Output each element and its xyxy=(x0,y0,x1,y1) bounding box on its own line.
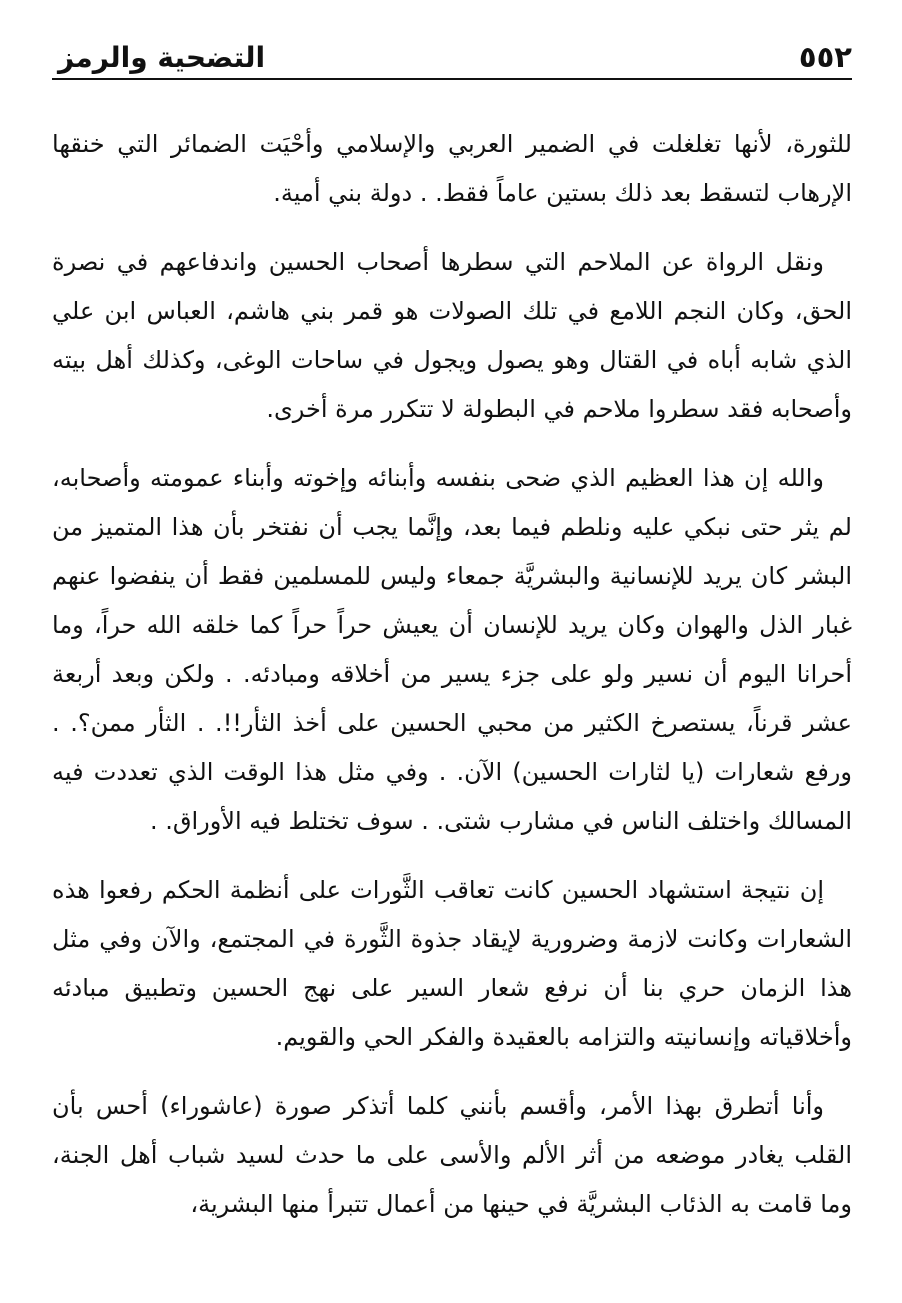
paragraph-2: ونقل الرواة عن الملاحم التي سطرها أصحاب الحسين واندفاعهم في نصرة الحق، وكان النجم اللامع في تلك الصولات هو قمر بني هاشم، العباس ابن علي الذي شابه أباه في القتال وهو يصول ويجول في ساحات الوغى، وكذلك أهل بيته وأصحابه فقد سطروا ملاحم في البطولة لا تتكرر مرة أخرى. xyxy=(52,248,852,423)
running-header xyxy=(58,30,852,76)
body-text xyxy=(52,120,852,1249)
running-title: التضحية والرمز xyxy=(58,41,266,74)
paragraph-3: والله إن هذا العظيم الذي ضحى بنفسه وأبنائه وإخوته وأبناء عمومته وأصحابه، لم يثر حتى نبكي عليه ونلطم فيما بعد، وإنَّما يجب أن نفتخر بأن هذا المتميز من البشر كان يريد للإنسانية والبشريَّة جمعاء وليس للمسلمين فقط أن ينفضوا عنهم غبار الذل والهوان وكان يريد للإنسان أن يعيش حراً حراً كما خلقه الله حراً، وما أحرانا اليوم أن نسير ولو على جزء يسير من أخلاقه ومبادئه. . ولكن وبعد أربعة عشر قرناً، يستصرخ الكثير من محبي الحسين على أخذ الثأر!!. . الثأر ممن؟. . ورفع شعارات (يا لثارات الحسين) الآن. . وفي مثل هذا الوقت الذي تعددت فيه المسالك واختلف الناس في مشارب شتى. . سوف تختلط فيه الأوراق. . xyxy=(52,464,852,835)
paragraph-1: للثورة، لأنها تغلغلت في الضمير العربي والإسلامي وأحْيَت الضمائر التي خنقها الإرهاب لتسقط بعد ذلك بستين عاماً فقط. . دولة بني أمية. xyxy=(52,130,852,207)
paragraph-5: وأنا أتطرق بهذا الأمر، وأقسم بأنني كلما أتذكر صورة (عاشوراء) أحس بأن القلب يغادر موضعه من أثر الألم والأسى على ما حدث لسيد شباب أهل الجنة، وما قامت به الذئاب البشريَّة في حينها من أعمال تتبرأ منها البشرية، xyxy=(52,1092,852,1218)
page-number: ٥٥٢ xyxy=(798,40,852,74)
paragraph-4: إن نتيجة استشهاد الحسين كانت تعاقب الثَّورات على أنظمة الحكم رفعوا هذه الشعارات وكانت لازمة وضرورية لإيقاد جذوة الثَّورة في المجتمع، والآن وفي مثل هذا الزمان حري بنا أن نرفع شعار السير على نهج الحسين وتطبيق مبادئه وأخلاقياته وإنسانيته والتزامه بالعقيدة والفكر الحي والقويم. xyxy=(52,876,852,1051)
header-rule xyxy=(52,78,852,80)
